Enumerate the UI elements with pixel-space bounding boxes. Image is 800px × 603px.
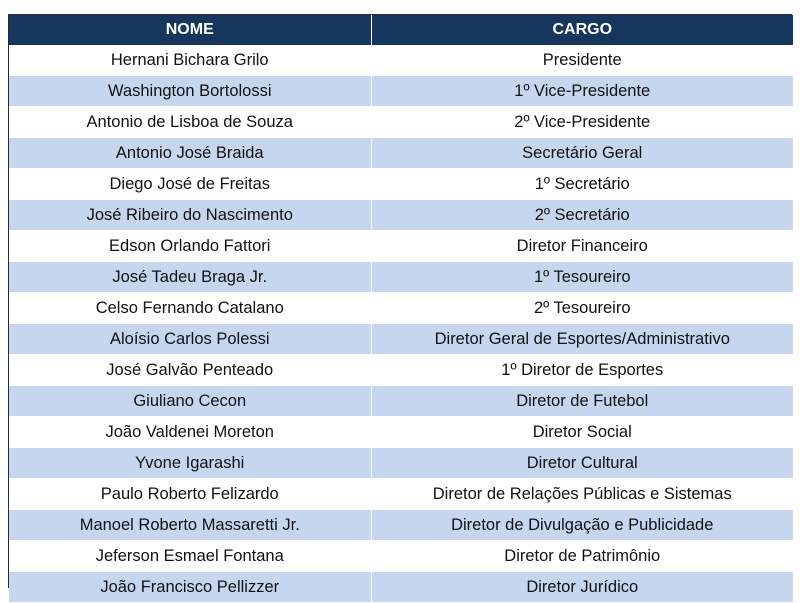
name-cell: José Ribeiro do Nascimento	[9, 200, 371, 231]
role-cell: Diretor Cultural	[371, 448, 793, 479]
name-cell: Antonio José Braida	[9, 138, 371, 169]
role-cell: Diretor de Patrimônio	[371, 541, 793, 572]
name-cell: Edson Orlando Fattori	[9, 231, 371, 262]
role-cell: Diretor Geral de Esportes/Administrativo	[371, 324, 793, 355]
name-cell: Yvone Igarashi	[9, 448, 371, 479]
role-cell: Diretor Jurídico	[371, 572, 793, 603]
role-cell: 1º Vice-Presidente	[371, 76, 793, 107]
table-row	[9, 45, 793, 76]
table-row	[9, 200, 793, 231]
name-cell: Hernani Bichara Grilo	[9, 45, 371, 76]
role-cell: 1º Diretor de Esportes	[371, 355, 793, 386]
name-cell: Giuliano Cecon	[9, 386, 371, 417]
table-row	[9, 541, 793, 572]
role-cell: 1º Tesoureiro	[371, 262, 793, 293]
role-cell: Secretário Geral	[371, 138, 793, 169]
name-cell: Washington Bortolossi	[9, 76, 371, 107]
table-row	[9, 293, 793, 324]
name-cell: João Francisco Pellizzer	[9, 572, 371, 603]
directors-table	[9, 15, 793, 603]
table-row	[9, 169, 793, 200]
table-row	[9, 386, 793, 417]
role-cell: Diretor de Futebol	[371, 386, 793, 417]
name-cell: Manoel Roberto Massaretti Jr.	[9, 510, 371, 541]
role-cell: 2º Vice-Presidente	[371, 107, 793, 138]
name-cell: Celso Fernando Catalano	[9, 293, 371, 324]
name-cell: Jeferson Esmael Fontana	[9, 541, 371, 572]
column-header-nome: NOME	[9, 15, 371, 45]
column-header-cargo: CARGO	[371, 15, 793, 45]
table-row	[9, 572, 793, 603]
name-cell: Antonio de Lisboa de Souza	[9, 107, 371, 138]
role-cell: Diretor de Relações Públicas e Sistemas	[371, 479, 793, 510]
table-row	[9, 417, 793, 448]
table-row	[9, 76, 793, 107]
name-cell: José Galvão Penteado	[9, 355, 371, 386]
role-cell: Presidente	[371, 45, 793, 76]
name-cell: Aloísio Carlos Polessi	[9, 324, 371, 355]
role-cell: 1º Secretário	[371, 169, 793, 200]
header-row	[9, 15, 793, 45]
role-cell: 2º Tesoureiro	[371, 293, 793, 324]
table-row	[9, 262, 793, 293]
table-row	[9, 510, 793, 541]
name-cell: João Valdenei Moreton	[9, 417, 371, 448]
directors-table-frame	[8, 14, 792, 596]
table-row	[9, 324, 793, 355]
role-cell: 2º Secretário	[371, 200, 793, 231]
table-row	[9, 448, 793, 479]
name-cell: José Tadeu Braga Jr.	[9, 262, 371, 293]
name-cell: Diego José de Freitas	[9, 169, 371, 200]
table-row	[9, 231, 793, 262]
role-cell: Diretor Social	[371, 417, 793, 448]
table-header	[9, 15, 793, 45]
role-cell: Diretor Financeiro	[371, 231, 793, 262]
table-body	[9, 45, 793, 603]
table-row	[9, 138, 793, 169]
table-row	[9, 107, 793, 138]
role-cell: Diretor de Divulgação e Publicidade	[371, 510, 793, 541]
name-cell: Paulo Roberto Felizardo	[9, 479, 371, 510]
table-row	[9, 479, 793, 510]
table-row	[9, 355, 793, 386]
